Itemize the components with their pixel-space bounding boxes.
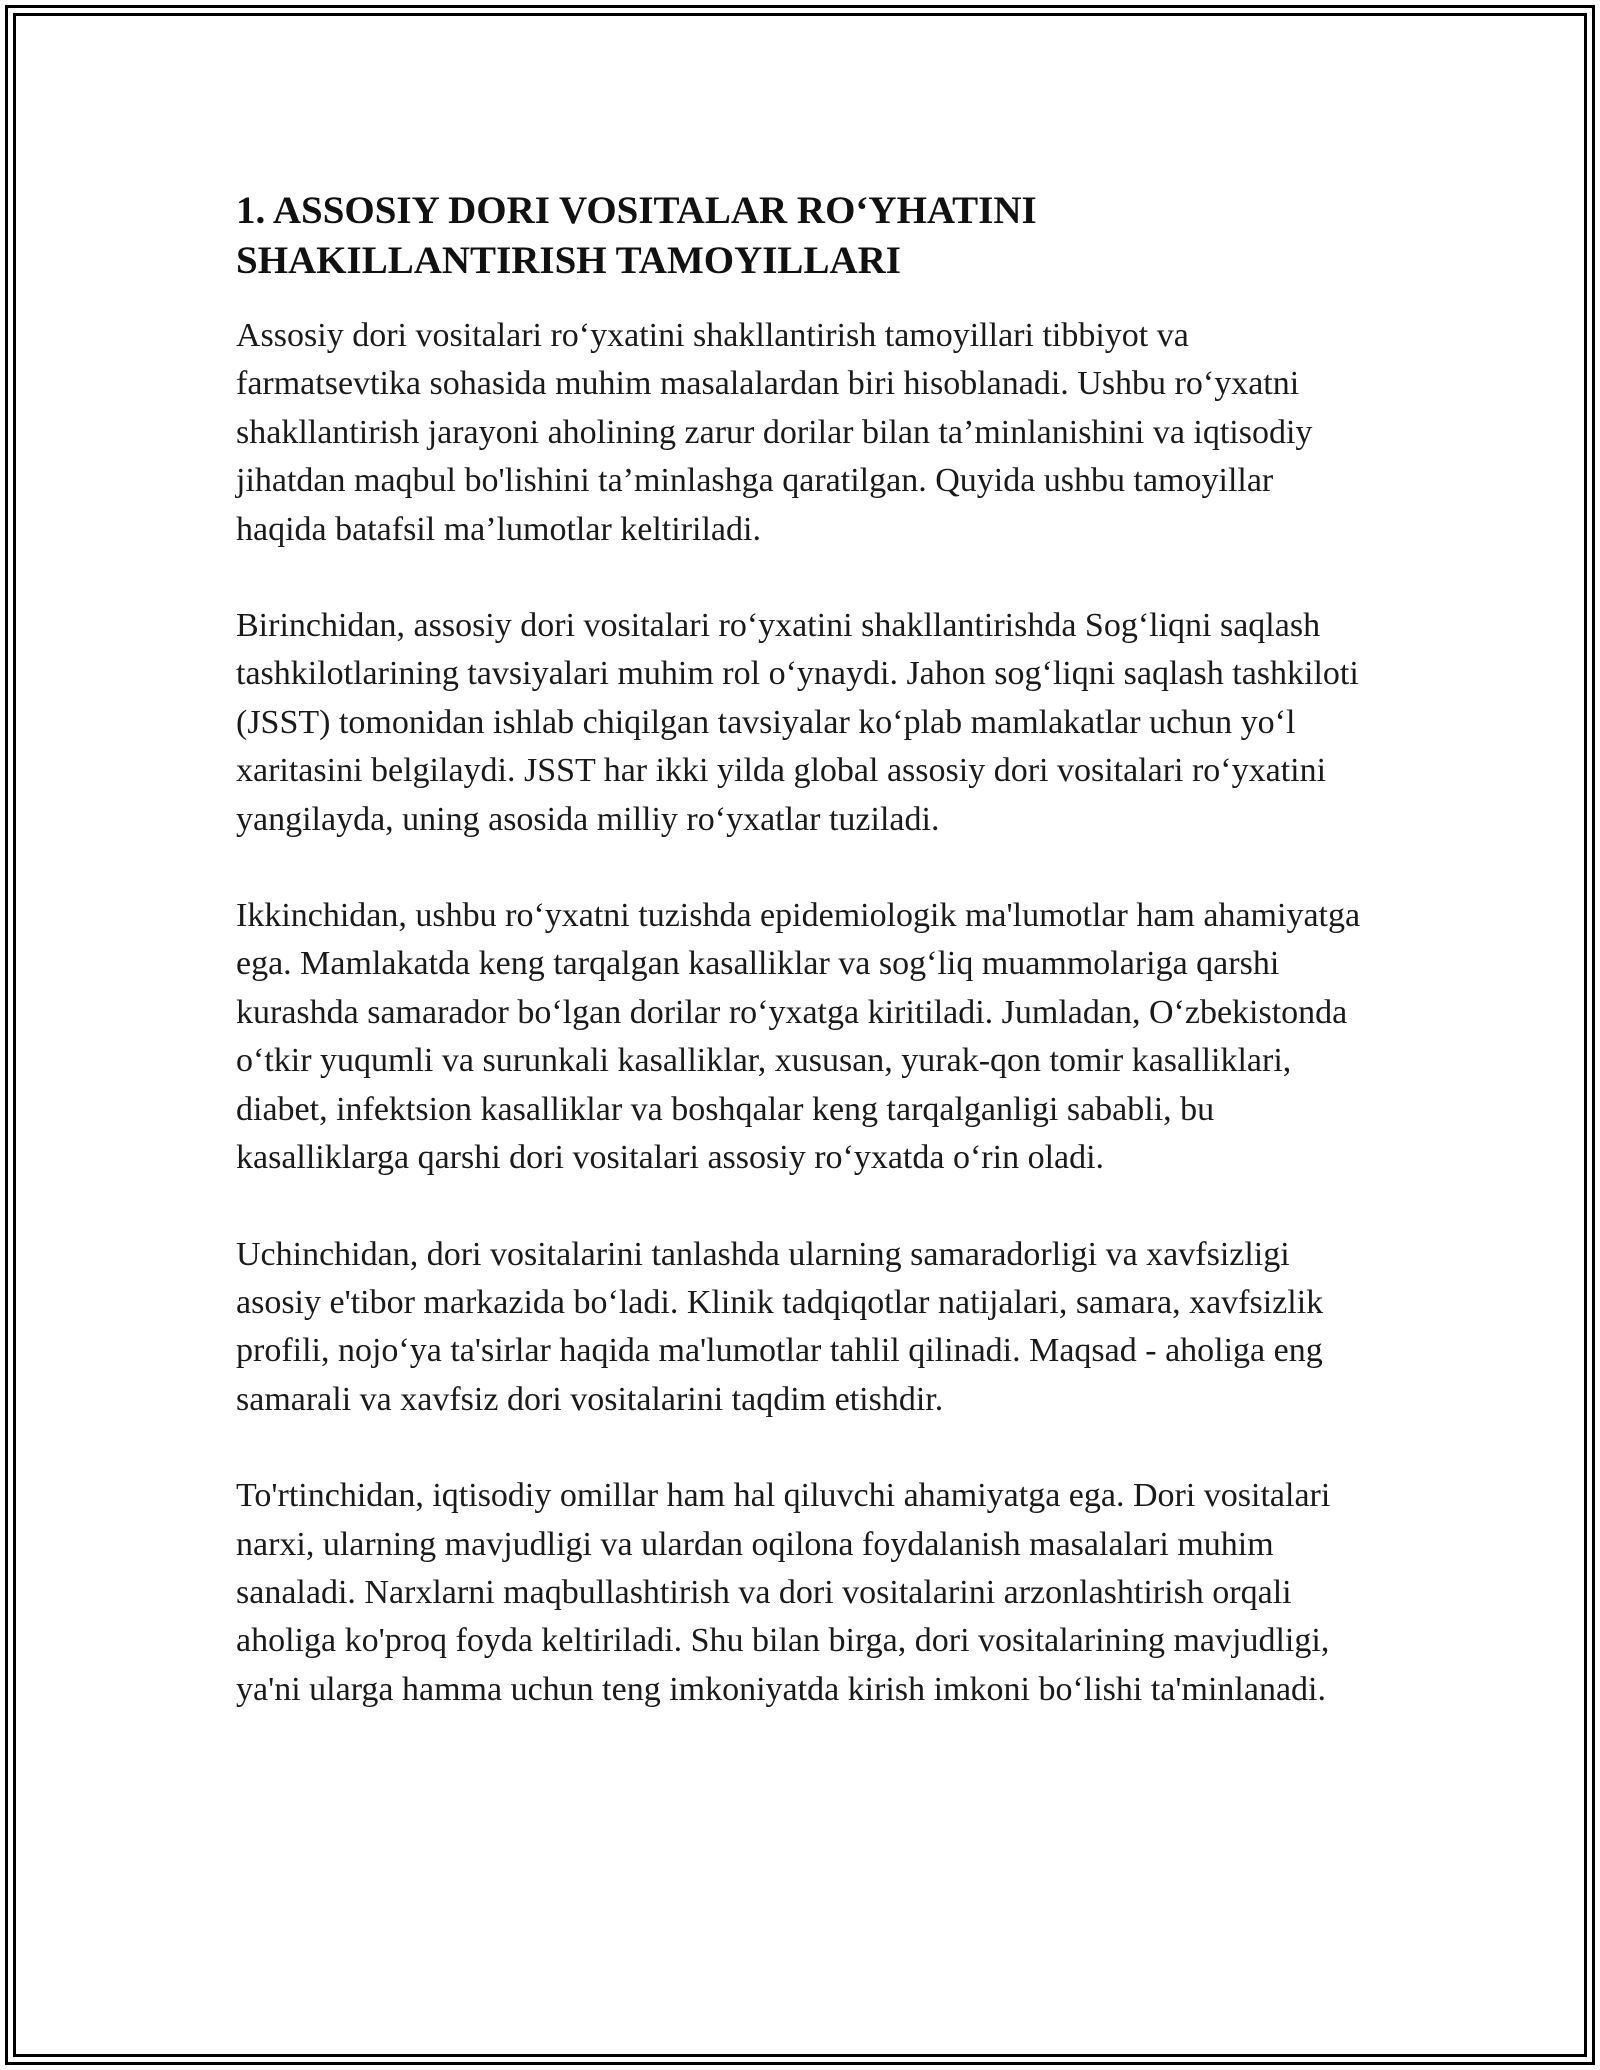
paragraph-second-principle: Ikkinchidan, ushbu ro‘yxatni tuzishda epidemiologik ma'lumotlar ham ahamiyatga ega. Mamlakatda keng tarqalgan kasalliklar va sog‘liq muammolariga qarshi kurashda samarador bo‘lgan dorilar ro‘yxatga kiritiladi. Jumladan, O‘zbekistonda o‘tkir yuqumli va surunkali kasalliklar, xususan, yurak-qon tomir kasalliklari, diabet, infektsion kasalliklar va boshqalar keng tarqalganligi sababli, bu kasalliklarga qarshi dori vositalari assosiy ro‘yxatda o‘rin oladi. <box>236 897 1361 1177</box>
paragraph-fourth-principle: To'rtinchidan, iqtisodiy omillar ham hal qiluvchi ahamiyatga ega. Dori vositalari narxi, ularning mavjudligi va ulardan oqilona foydalanish masalalari muhim sanaladi. Narxlarni maqbullashtirish va dori vositalarini arzonlashtirish orqali aholiga ko'proq foyda keltiriladi. Shu bilan birga, dori vositalarining mavjudligi, ya'ni ularga hamma uchun teng imkoniyatda kirish imkoni bo‘lishi ta'minlanadi. <box>236 1477 1331 1708</box>
heading-line-2: SHAKILLANTIRISH TAMOYILLARI <box>236 239 901 282</box>
paragraph-third-principle: Uchinchidan, dori vositalarini tanlashda ularning samaradorligi va xavfsizligi asosiy e'tibor markazida bo‘ladi. Klinik tadqiqotlar natijalari, samara, xavfsizlik profili, nojo‘ya ta'sirlar haqida ma'lumotlar tahlil qilinadi. Maqsad - aholiga eng samarali va xavfsiz dori vositalarini taqdim etishdir. <box>236 1235 1324 1418</box>
heading-line-1: 1. ASSOSIY DORI VOSITALAR RO‘YHATINI <box>236 189 1037 232</box>
document-body <box>236 186 1366 1762</box>
section-heading <box>236 186 1366 286</box>
paragraph-intro: Assosiy dori vositalari ro‘yxatini shakllantirish tamoyillari tibbiyot va farmatsevtika sohasida muhim masalalardan biri hisoblanadi. Ushbu ro‘yxatni shakllantirish jarayoni aholining zarur dorilar bilan ta’minlanishini va iqtisodiy jihatdan maqbul bo'lishini ta’minlashga qaratilgan. Quyida ushbu tamoyillar haqida batafsil ma’lumotlar keltiriladi. <box>236 317 1313 548</box>
paragraph-first-principle: Birinchidan, assosiy dori vositalari ro‘yxatini shakllantirishda Sog‘liqni saqlash tashkilotlarining tavsiyalari muhim rol o‘ynaydi. Jahon sog‘liqni saqlash tashkiloti (JSST) tomonidan ishlab chiqilgan tavsiyalar ko‘plab mamlakatlar uchun yo‘l xaritasini belgilaydi. JSST har ikki yilda global assosiy dori vositalari ro‘yxatini yangilayda, uning asosida milliy ro‘yxatlar tuziladi. <box>236 607 1359 838</box>
